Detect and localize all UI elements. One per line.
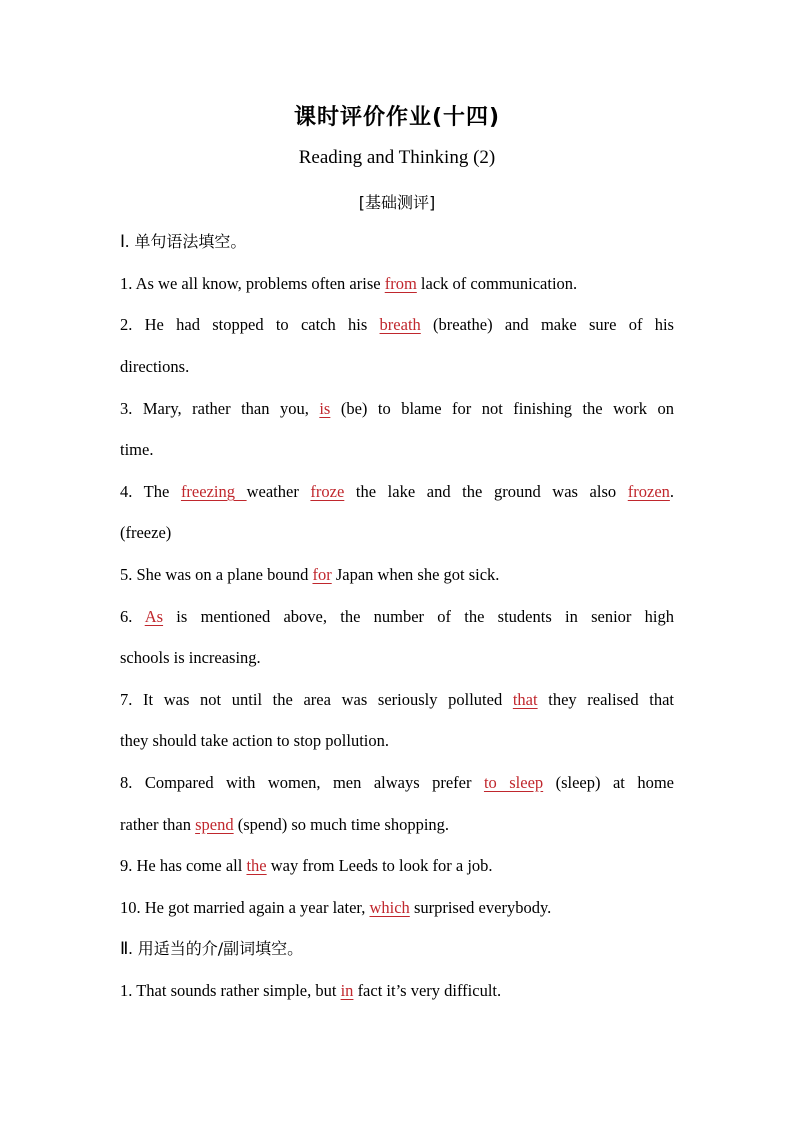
question-3-cont: time.	[120, 440, 154, 459]
question-text: way from Leeds to look for a job.	[266, 856, 493, 875]
question-2-cont: directions.	[120, 357, 190, 376]
answer: is	[319, 399, 331, 418]
question-text: (be) to blame for not finishing the work on	[330, 399, 674, 418]
question-text: Japan when she got sick.	[331, 565, 500, 584]
answer: breath	[379, 315, 421, 334]
question-6	[120, 607, 674, 627]
question-2	[120, 315, 674, 335]
question-4	[120, 482, 674, 502]
question-10	[120, 898, 674, 918]
question-text: 3. Mary, rather than you,	[120, 399, 320, 418]
question-text: lack of communication.	[416, 274, 578, 293]
question-text: surprised everybody.	[409, 898, 552, 917]
question-1	[120, 274, 674, 294]
roman-numeral: Ⅱ.	[120, 939, 133, 958]
question-text: (sleep) at home	[543, 773, 674, 792]
answer: which	[369, 898, 410, 917]
question-text: 8. Compared with women, men always prefer	[120, 773, 484, 792]
question-8	[120, 773, 674, 793]
question-7	[120, 690, 674, 710]
question-9	[120, 856, 674, 876]
question-text: 4. The	[120, 482, 181, 501]
question-text: is mentioned above, the number of the students in senior high	[163, 607, 674, 626]
question-text: they realised that	[537, 690, 674, 709]
question-text: rather than	[120, 815, 196, 834]
question-6-cont: schools is increasing.	[120, 648, 261, 667]
question-text: 2. He had stopped to catch his	[120, 315, 380, 334]
question-text: 1. As we all know, problems often arise	[120, 274, 385, 293]
answer: that	[512, 690, 538, 709]
question-text: 1. That sounds rather simple, but	[120, 981, 341, 1000]
section-heading-text: 用适当的介/副词填空。	[137, 939, 304, 958]
question-text: fact it’s very difficult.	[353, 981, 502, 1000]
page-subtitle: Reading and Thinking (2)	[298, 147, 496, 168]
section-2-question-1	[120, 981, 674, 1001]
question-text: (breathe) and make sure of his	[420, 315, 674, 334]
section-heading-text: 单句语法填空。	[134, 232, 247, 251]
question-5	[120, 565, 674, 585]
question-7-cont: they should take action to stop pollution.	[120, 731, 390, 750]
answer: froze	[310, 482, 345, 501]
page-title: 课时评价作业(十四)	[293, 105, 501, 130]
question-8-cont	[120, 815, 674, 835]
answer: from	[384, 274, 417, 293]
question-text: 5. She was on a plane bound	[120, 565, 313, 584]
roman-numeral: Ⅰ.	[120, 232, 130, 251]
answer: freezing	[180, 482, 247, 501]
question-text: 7. It was not until the area was seriously polluted	[120, 690, 513, 709]
question-text: 10. He got married again a year later,	[120, 898, 370, 917]
section-heading-1	[120, 232, 674, 252]
answer: the	[246, 856, 267, 875]
question-text: (spend) so much time shopping.	[233, 815, 450, 834]
section-tag: [基础测评]	[358, 193, 436, 212]
question-text: 6.	[120, 607, 145, 626]
question-text: weather	[246, 482, 311, 501]
answer: for	[312, 565, 332, 584]
answer: As	[144, 607, 164, 626]
question-text: the lake and the ground was also	[344, 482, 628, 501]
answer: to sleep	[483, 773, 544, 792]
answer: spend	[195, 815, 234, 834]
question-3	[120, 399, 674, 419]
question-text: 9. He has come all	[120, 856, 247, 875]
answer: in	[340, 981, 354, 1000]
question-4-cont: (freeze)	[120, 523, 172, 542]
answer: frozen	[627, 482, 670, 501]
question-text: .	[669, 482, 675, 501]
section-heading-2	[120, 939, 674, 959]
